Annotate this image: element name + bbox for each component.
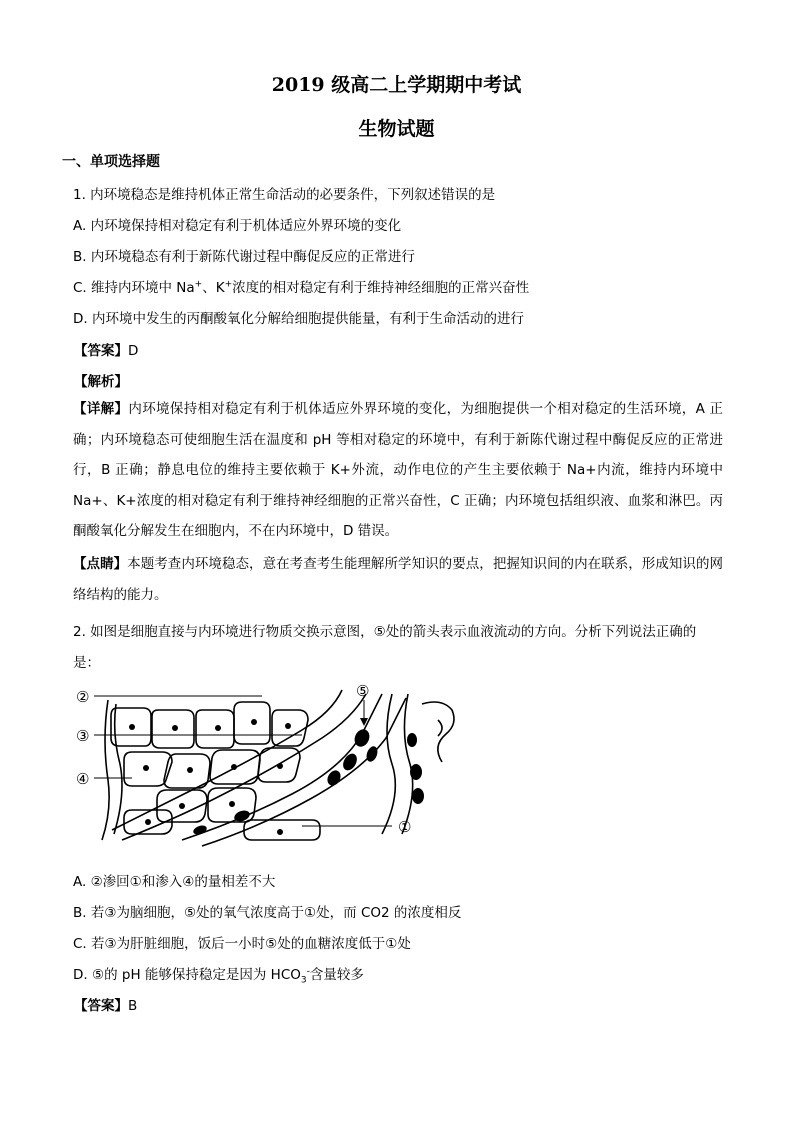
answer-value: D [128,343,139,359]
label-2: ② [76,688,90,706]
q1-option-c-sup-2: + [224,279,233,290]
q1-option-c-text-1: C. 维持内环境中 Na [73,280,195,296]
answer-value: B [128,998,138,1014]
q1-option-c-text-3: 浓度的相对稳定有利于维持神经细胞的正常兴奋性 [232,280,530,296]
label-5: ⑤ [356,682,370,700]
page-title: 2019 级高二上学期期中考试 [271,74,522,96]
q2-option-b: B. 若③为脑细胞，⑤处的氧气浓度高于①处，而 CO2 的浓度相反 [73,905,462,921]
q2-option-d [73,963,364,986]
q1-answer [74,339,138,359]
q1-option-c [73,276,529,296]
comment-text: 本题考查内环境稳态，意在考查考生能理解所学知识的要点，把握知识间的内在联系，形成知识的网络结构的能力。 [73,556,724,603]
label-1: ① [398,818,412,836]
answer-tag: 【答案】 [74,343,128,359]
q2-answer [74,994,137,1014]
section-heading: 一、单项选择题 [62,154,160,170]
q2-option-c: C. 若③为肝脏细胞，饭后一小时⑤处的血糖浓度低于①处 [73,936,411,952]
comment-tag: 【点睛】 [73,556,128,572]
label-4: ④ [76,770,90,788]
q1-option-c-text-2: 、K [202,280,225,296]
q1-comment [73,549,723,610]
detail-tag: 【详解】 [73,401,129,417]
q1-option-d: D. 内环境中发生的丙酮酸氧化分解给细胞提供能量，有利于生命活动的进行 [73,311,524,327]
answer-tag: 【答案】 [74,998,128,1014]
q2-option-d-text-1: D. ⑤的 pH 能够保持稳定是因为 HCO [73,967,301,983]
analysis-tag: 【解析】 [74,374,128,390]
cell-exchange-diagram [72,680,472,850]
q1-option-b: B. 内环境稳态有利于新陈代谢过程中酶促反应的正常进行 [73,249,415,265]
q2-stem-line2: 是： [73,655,100,671]
q2-stem-line1: 2. 如图是细胞直接与内环境进行物质交换示意图，⑤处的箭头表示血液流动的方向。分析下列说法正确的 [73,624,697,640]
q2-option-d-sup: - [306,966,310,977]
q1-option-c-sup-1: + [194,279,203,290]
q1-stem: 1. 内环境稳态是维持机体正常生命活动的必要条件，下列叙述错误的是 [73,187,496,203]
q2-option-d-sub: 3 [300,975,307,986]
q1-option-a: A. 内环境保持相对稳定有利于机体适应外界环境的变化 [73,218,402,234]
label-3: ③ [76,727,90,745]
q2-option-a: A. ②渗回①和渗入④的量相差不大 [73,874,276,890]
q1-analysis [74,370,128,390]
q1-detail [73,394,723,547]
q2-option-d-text-2: 含量较多 [309,967,364,983]
detail-text: 内环境保持相对稳定有利于机体适应外界环境的变化，为细胞提供一个相对稳定的生活环境，A 正确；内环境稳态可使细胞生活在温度和 pH 等相对稳定的环境中，有利于新陈代谢过程中酶促反应的正常进行，B 正确；静息电位的维持主要依赖于 K+外流，动作电位的产生主要依赖于 Na+内流，维持内环境中 Na+、K+浓度的相对稳定有利于维持神经细胞的正常兴奋性，C 正确；内环境包括组织液、血浆和淋巴。丙酮酸氧化分解发生在细胞内，不在内环境中，D 错误。 [73,401,724,539]
page-subtitle: 生物试题 [358,118,435,140]
